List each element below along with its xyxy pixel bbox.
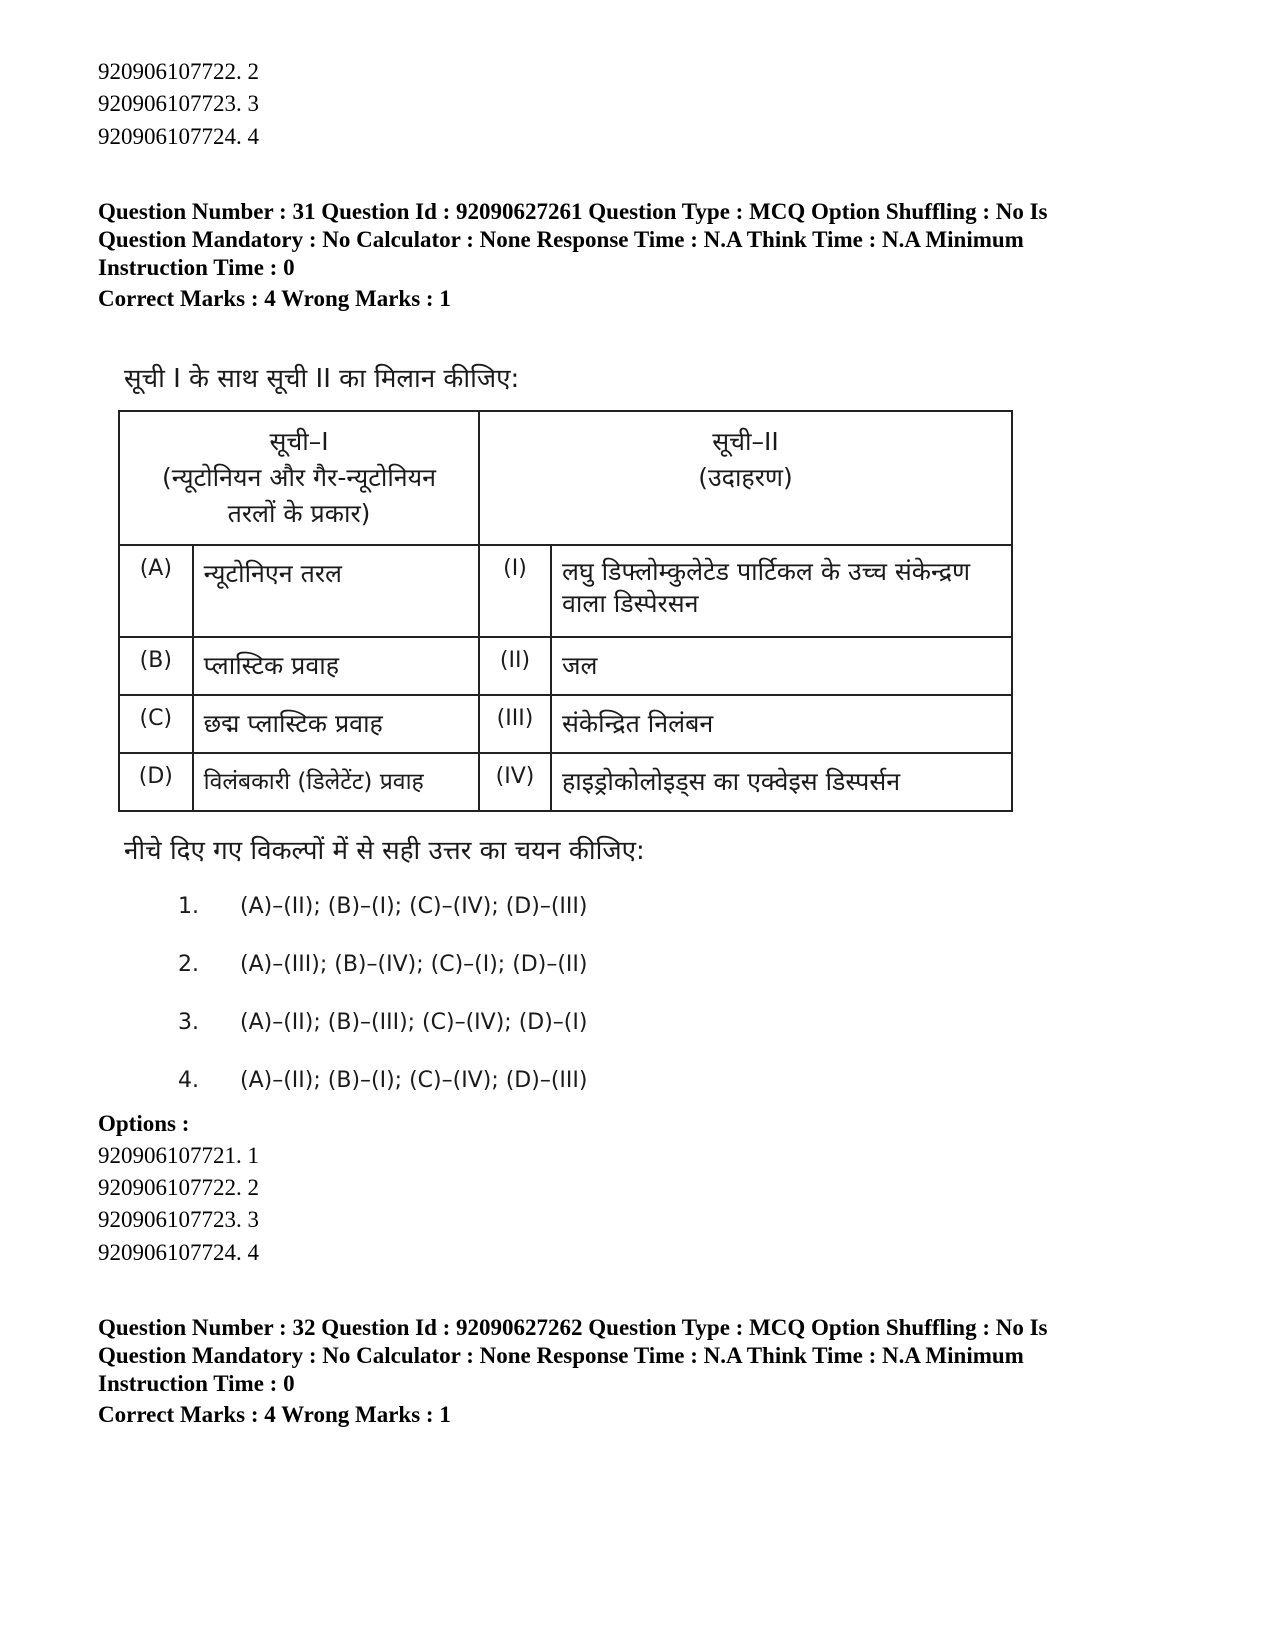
list2-heading: सूची–II — [712, 427, 779, 456]
option-id: 920906107724 — [98, 124, 236, 149]
answer-choice — [118, 936, 1018, 994]
choice-number: 4. — [178, 1068, 199, 1093]
list1-header — [119, 411, 479, 545]
list2-item: लघु डिफ्लोम्कुलेटेड पार्टिकल के उच्च संकेन्द्रण वाला डिस्पेरसन — [551, 545, 1012, 637]
row-label: (A) — [119, 545, 193, 637]
row-label: (C) — [119, 695, 193, 753]
choice-text: (A)–(II); (B)–(I); (C)–(IV); (D)–(III) — [240, 894, 588, 919]
q32-marks: Correct Marks : 4 Wrong Marks : 1 — [98, 1402, 451, 1427]
answer-choice — [118, 878, 1018, 936]
choice-number: 3. — [178, 1010, 199, 1035]
row-label: (D) — [119, 753, 193, 811]
option-id: 920906107722 — [98, 59, 236, 84]
q32-meta-line: Question Mandatory : No Calculator : None Response Time : N.A Think Time : N.A Minimum — [98, 1343, 1024, 1368]
row-roman: (II) — [479, 637, 551, 695]
option-value: 2 — [247, 59, 259, 84]
option-id: 920906107724 — [98, 1240, 236, 1265]
option-line: 920906107723. 3 — [98, 1207, 259, 1232]
choices-title: नीचे दिए गए विकल्पों में से सही उत्तर का चयन कीजिए: — [124, 836, 645, 866]
table-row — [119, 637, 1012, 695]
table-row — [119, 753, 1012, 811]
match-table — [118, 410, 1013, 812]
list1-subheading: (न्यूटोनियन और गैर-न्यूटोनियन तरलों के प्रकार) — [161, 463, 437, 528]
list1-heading: सूची–I — [269, 427, 329, 456]
q31-meta-line: Question Mandatory : No Calculator : None Response Time : N.A Think Time : N.A Minimum — [98, 227, 1024, 252]
list1-item: प्लास्टिक प्रवाह — [193, 637, 479, 695]
row-roman: (IV) — [479, 753, 551, 811]
prev-option-2: 920906107722. 2 — [98, 59, 259, 84]
row-roman: (I) — [479, 545, 551, 637]
row-label: (B) — [119, 637, 193, 695]
q31-question-body — [118, 362, 1018, 1110]
list2-subheading: (उदाहरण) — [698, 463, 793, 492]
option-value: 4 — [247, 124, 259, 149]
option-line: 920906107721. 1 — [98, 1143, 259, 1168]
q31-meta-line: Instruction Time : 0 — [98, 255, 295, 280]
list1-item: विलंबकारी (डिलेटेंट) प्रवाह — [193, 753, 479, 811]
list2-header — [479, 411, 1012, 545]
q32-meta-line: Question Number : 32 Question Id : 92090627262 Question Type : MCQ Option Shuffling : No Is — [98, 1315, 1048, 1340]
q32-meta — [98, 1314, 1178, 1398]
choice-text: (A)–(III); (B)–(IV); (C)–(I); (D)–(II) — [240, 952, 588, 977]
prev-option-4: 920906107724. 4 — [98, 124, 259, 149]
prev-option-3: 920906107723. 3 — [98, 91, 259, 116]
table-row — [119, 545, 1012, 637]
q32-meta-line: Instruction Time : 0 — [98, 1371, 295, 1396]
option-value: 4 — [247, 1240, 259, 1265]
list1-item: न्यूटोनिएन तरल — [193, 545, 479, 637]
choice-number: 2. — [178, 952, 199, 977]
option-id: 920906107721 — [98, 1143, 236, 1168]
option-line: 920906107724. 4 — [98, 1240, 259, 1265]
option-value: 3 — [247, 1207, 259, 1232]
option-value: 2 — [247, 1175, 259, 1200]
answer-choice — [118, 1052, 1018, 1110]
option-value: 3 — [247, 91, 259, 116]
option-id: 920906107722 — [98, 1175, 236, 1200]
choice-number: 1. — [178, 894, 199, 919]
option-value: 1 — [247, 1143, 259, 1168]
list2-item: संकेन्द्रित निलंबन — [551, 695, 1012, 753]
q31-meta — [98, 198, 1178, 282]
list1-item: छद्म प्लास्टिक प्रवाह — [193, 695, 479, 753]
option-line: 920906107722. 2 — [98, 1175, 259, 1200]
option-id: 920906107723 — [98, 91, 236, 116]
match-table-header — [119, 411, 1012, 545]
table-row — [119, 695, 1012, 753]
q31-meta-line: Question Number : 31 Question Id : 92090627261 Question Type : MCQ Option Shuffling : No Is — [98, 199, 1048, 224]
choice-text: (A)–(II); (B)–(III); (C)–(IV); (D)–(I) — [240, 1010, 588, 1035]
list2-item: हाइड्रोकोलोइड्स का एक्वेइस डिस्पर्सन — [551, 753, 1012, 811]
q31-instruction: सूची I के साथ सूची II का मिलान कीजिए: — [124, 364, 520, 394]
choice-text: (A)–(II); (B)–(I); (C)–(IV); (D)–(III) — [240, 1068, 588, 1093]
row-roman: (III) — [479, 695, 551, 753]
list2-item: जल — [551, 637, 1012, 695]
q31-marks: Correct Marks : 4 Wrong Marks : 1 — [98, 286, 451, 311]
option-id: 920906107723 — [98, 1207, 236, 1232]
options-label: Options : — [98, 1111, 190, 1136]
answer-choice — [118, 994, 1018, 1052]
